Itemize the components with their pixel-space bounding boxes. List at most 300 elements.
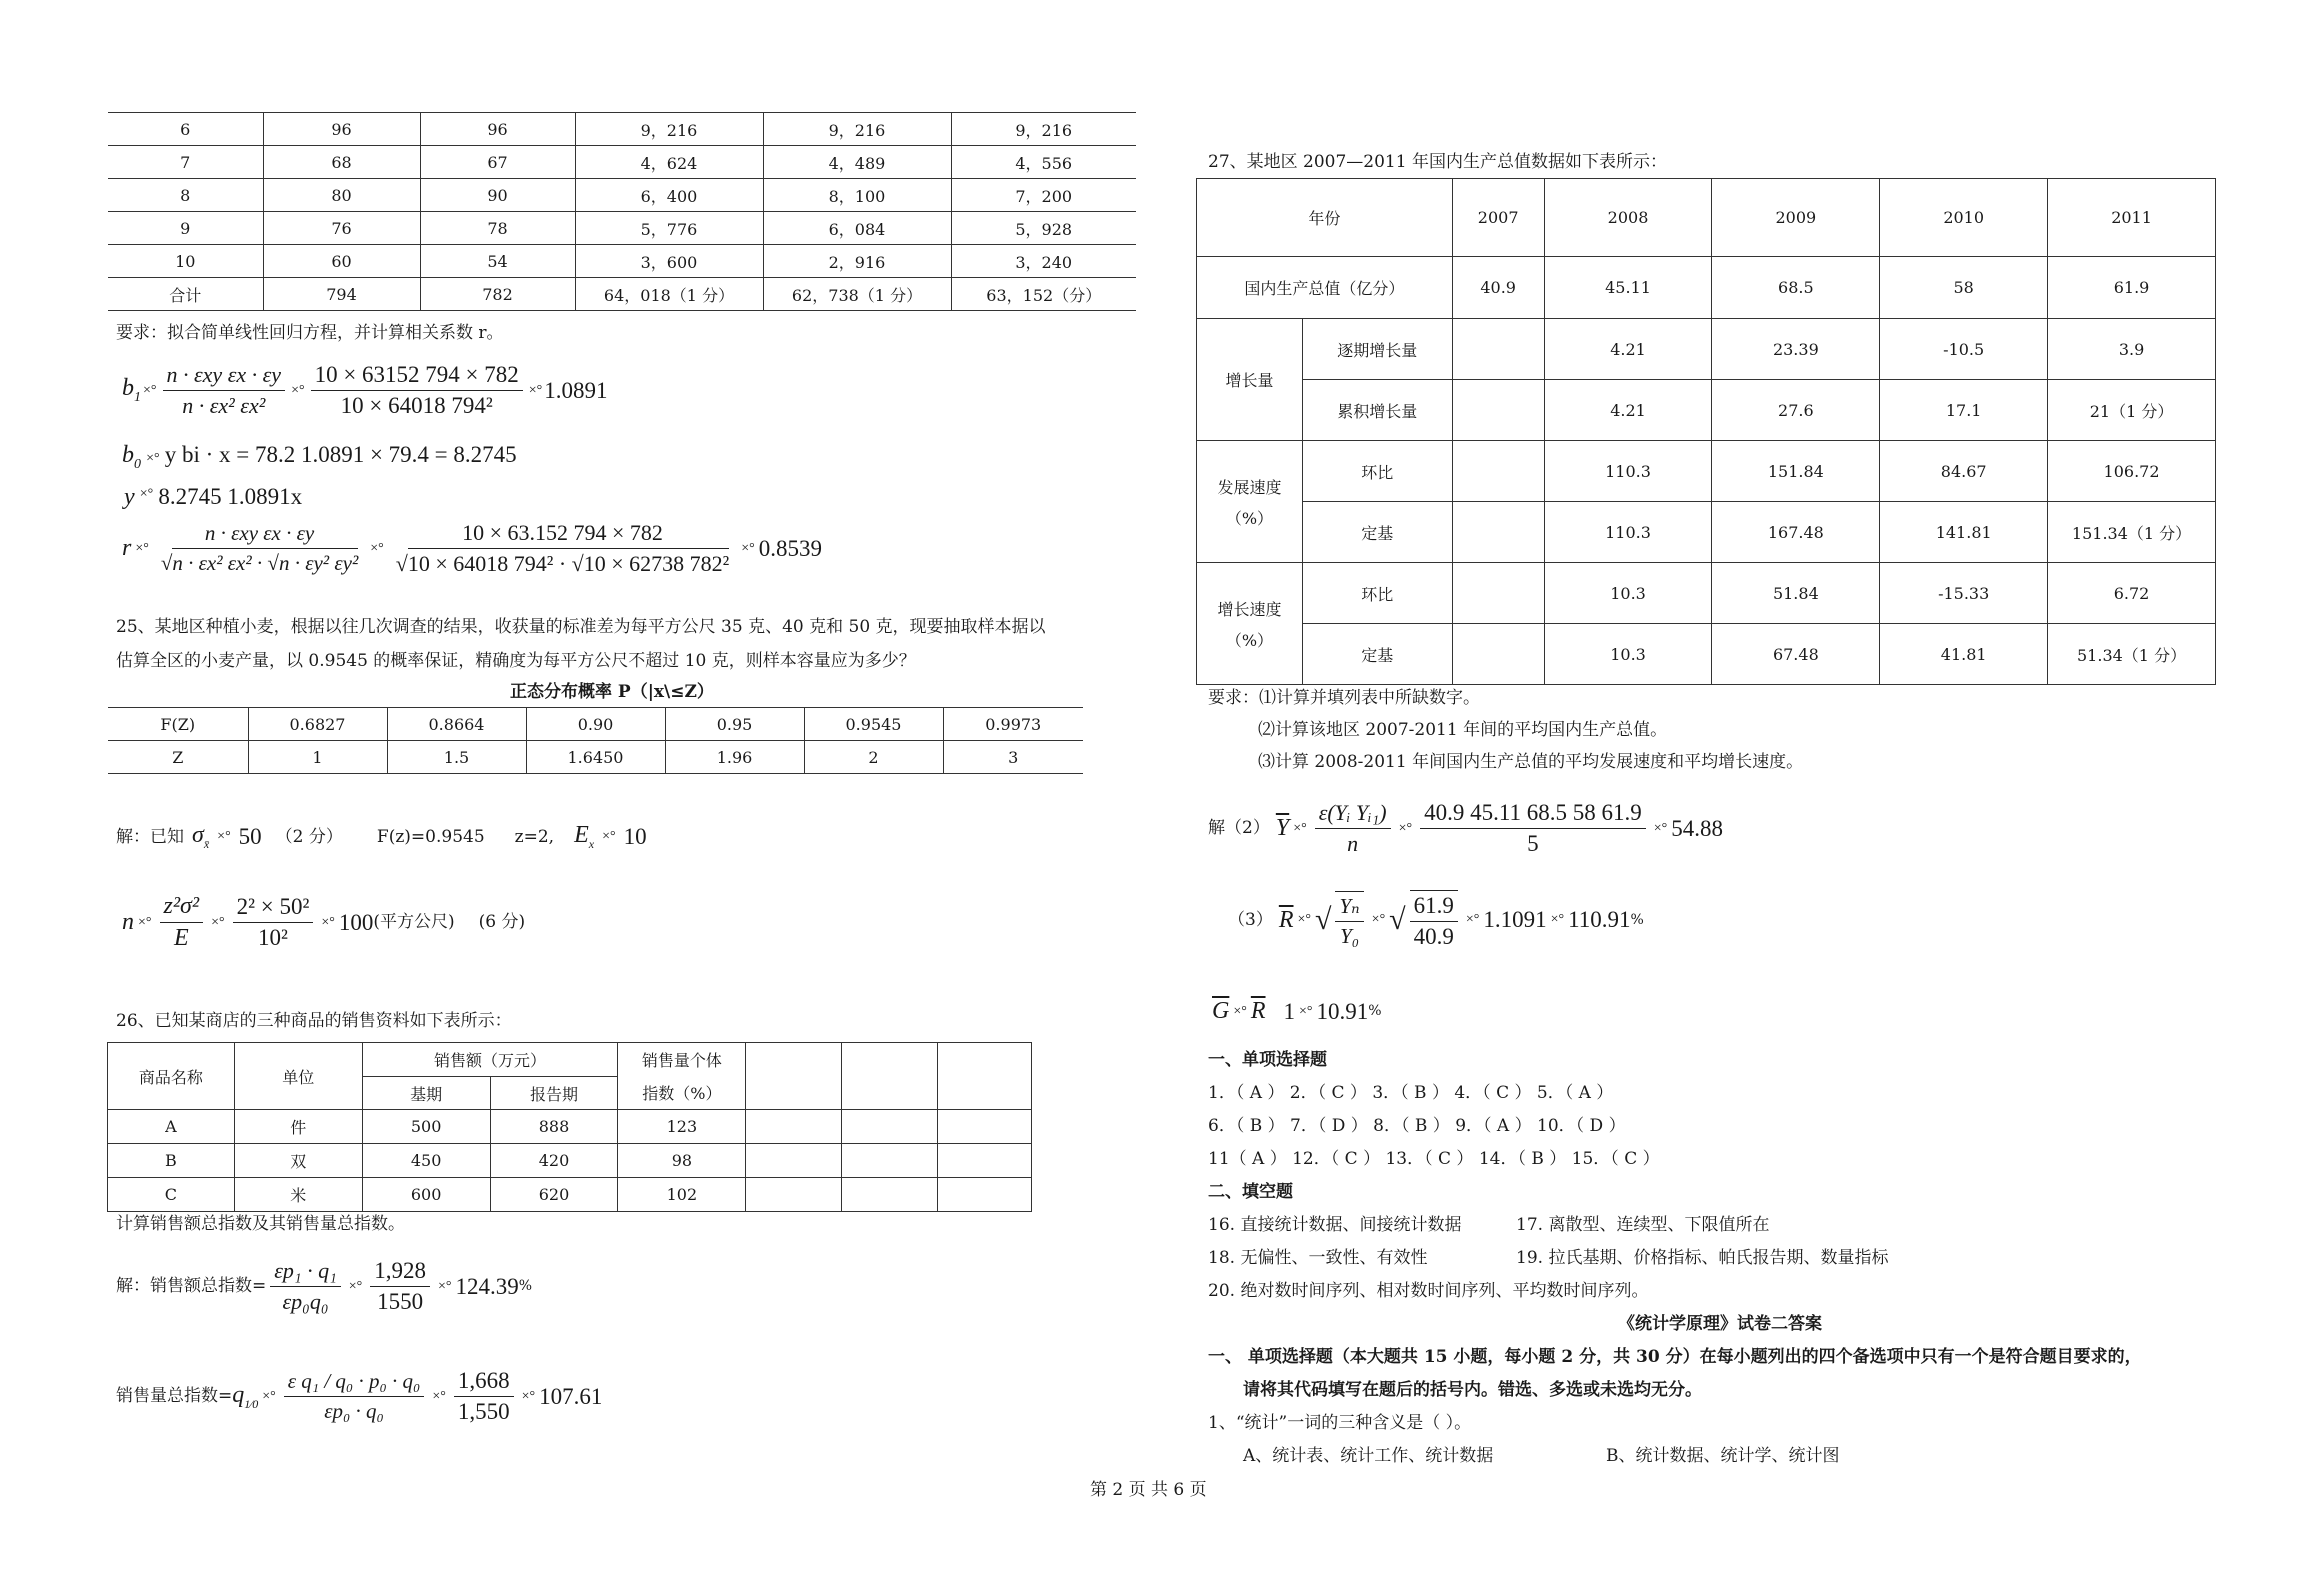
blank-cell: [746, 1178, 842, 1212]
r-den-a: n · εx² εx²: [172, 548, 251, 575]
blank-cell: [746, 1110, 842, 1144]
blank-cell: [842, 1178, 938, 1212]
equals-glyph: ×°: [1653, 820, 1668, 836]
regression-table: [108, 112, 1136, 311]
table-cell: 90: [420, 179, 575, 212]
qty-index-denominator: εp₀ · q₀: [324, 1399, 384, 1423]
b1-fraction-symbolic: [163, 362, 286, 419]
group-label-line: （%）: [1225, 630, 1274, 650]
q26-text: 26、已知某商店的三种商品的销售资料如下表所示：: [116, 1011, 512, 1031]
table-cell: 双: [234, 1144, 362, 1178]
n-denominator: E: [173, 925, 189, 951]
r-denominator: √n · εx² εx² · √n · εy² εy²: [157, 549, 362, 576]
equals-glyph: ×°: [602, 828, 616, 844]
exam-title: 《统计学原理》试卷二答案: [1618, 1314, 1822, 1334]
equals-glyph: ×°: [1297, 912, 1311, 927]
instruction-line-1: 一、 单项选择题（本大题共 15 小题，每小题 2 分，共 30 分）在每小题列出的四个备选项中只有一个是符合题目要求的，: [1208, 1347, 2142, 1367]
fill-19: 19. 拉氏基期、价格指标、帕氏报告期、数量指标: [1516, 1248, 1889, 1268]
b0-symbol: $b_0$: [122, 442, 141, 472]
value-cell: 3.9: [2048, 319, 2216, 380]
gdp-table: [1196, 178, 2216, 685]
blank-cell: [842, 1043, 938, 1110]
table-row: [108, 113, 1136, 146]
table-cell: 96: [263, 113, 420, 146]
percent-sign: %: [1630, 911, 1644, 928]
header-report: 报告期: [490, 1077, 618, 1110]
table-row: [108, 212, 1136, 245]
table-cell: 68: [263, 146, 420, 179]
requirement-3: ⑶计算 2008-2011 年间国内生产总值的平均发展速度和平均增长速度。: [1258, 752, 1804, 772]
equals-glyph: ×°: [437, 1278, 452, 1294]
table-cell: 80: [263, 179, 420, 212]
gdp-cell: 61.9: [2048, 257, 2216, 319]
value-cell: 84.67: [1880, 441, 2048, 502]
solution-27-2: [1208, 800, 1723, 857]
value-cell: 17.1: [1880, 380, 2048, 441]
table-cell: C: [108, 1178, 235, 1212]
sales-index-num-denominator: 1550: [377, 1289, 424, 1314]
year-label: 年份: [1197, 179, 1453, 257]
fill-20: 20. 绝对数时间序列、相对数时间序列、平均数时间序列。: [1208, 1281, 1649, 1301]
equals-glyph: ×°: [321, 914, 335, 930]
value-cell: 23.39: [1712, 319, 1880, 380]
table-cell: 794: [263, 278, 420, 311]
value-cell: 4.21: [1544, 319, 1712, 380]
year-2008: 2008: [1544, 179, 1712, 257]
r-num-den-b: 10 × 62738 782²: [584, 548, 730, 576]
sales-index-label: 解：销售额总指数=: [116, 1276, 267, 1297]
table-cell: 500: [362, 1110, 490, 1144]
blank-cell: [746, 1043, 842, 1110]
q25-line2: 估算全区的小麦产量，以 0.9545 的概率保证，精确度为每平方公尺不超过 10 克，则样本容量应为多少？: [116, 651, 916, 671]
sol2-fraction-symbolic: [1315, 800, 1391, 857]
sol2-numerator: ε(Yᵢ Yᵢ₁): [1315, 800, 1391, 829]
table-cell: 4，489: [763, 146, 951, 179]
sol2-label: 解（2）: [1208, 818, 1270, 839]
equals-glyph: ×°: [262, 1388, 276, 1404]
r-fraction-symbolic: [157, 521, 362, 576]
gdp-row: [1197, 563, 2216, 624]
sales-table-body: [108, 1110, 1032, 1212]
answers-line-3: 11（ A ） 12．（ C ） 13．（ C ） 14．（ B ） 15．（ C ）: [1208, 1149, 1660, 1169]
value-cell: 51.34（1 分）: [2048, 624, 2216, 685]
calc-text: 计算销售额总指数及其销售量总指数。: [116, 1214, 405, 1234]
group-label-line: （%）: [1225, 508, 1274, 528]
group-label: [1197, 441, 1303, 563]
n-unit: (平方公尺): [373, 912, 455, 933]
value-cell: [1452, 563, 1544, 624]
year-2009: 2009: [1712, 179, 1880, 257]
fill-16: 16. 直接统计数据、间接统计数据: [1208, 1215, 1462, 1235]
n-fraction-numeric: [233, 894, 314, 951]
question-1: 1、“统计”一词的三种含义是（ ）。: [1208, 1413, 1472, 1433]
r-numerator: n · εxy εx · εy: [201, 521, 318, 549]
qty-index-num-numerator: 1,668: [454, 1368, 514, 1397]
sales-index-denominator: εp₀q₀: [282, 1289, 329, 1314]
equals-glyph: ×°: [211, 914, 225, 930]
fill-17: 17. 离散型、连续型、下限值所在: [1516, 1215, 1770, 1235]
n-result: 100: [338, 909, 374, 935]
fz-cell: 0.8664: [387, 708, 526, 741]
sol3-numerator: Yₙ: [1335, 894, 1363, 922]
table-cell: 63，152（分）: [951, 278, 1136, 311]
row-label: 环比: [1302, 441, 1452, 502]
table-cell: 6，084: [763, 212, 951, 245]
table-cell: 450: [362, 1144, 490, 1178]
gdp-table-body: [1197, 179, 2216, 685]
table-cell: 8，100: [763, 179, 951, 212]
solution-g: [1212, 998, 1382, 1025]
table-cell: 件: [234, 1110, 362, 1144]
normal-table-title: 正态分布概率 P（|x\≤Z）: [510, 682, 714, 702]
table-cell: A: [108, 1110, 235, 1144]
equals-glyph: ×°: [135, 540, 149, 556]
equals-glyph: ×°: [1233, 1003, 1247, 1019]
value-cell: 167.48: [1712, 502, 1880, 563]
table-row: [108, 1110, 1032, 1144]
table-cell: 合计: [108, 278, 263, 311]
sqrt-glyph: √: [1389, 903, 1406, 936]
sol3-fraction-numeric: [1410, 890, 1458, 950]
value-cell: 106.72: [2048, 441, 2216, 502]
equals-glyph: ×°: [1299, 1003, 1313, 1019]
value-cell: 21（1 分）: [2048, 380, 2216, 441]
value-cell: [1452, 502, 1544, 563]
solution-26-qty-index: [116, 1368, 602, 1425]
table-cell: 62，738（1 分）: [763, 278, 951, 311]
table-cell: 102: [618, 1178, 746, 1212]
sol25-points: （2 分）: [275, 826, 343, 847]
value-cell: 110.3: [1544, 502, 1712, 563]
table-cell: 67: [420, 146, 575, 179]
equation-b0: [122, 442, 517, 473]
answers-line-1: 1．（ A ） 2．（ C ） 3．（ B ） 4．（ C ） 5．（ A ）: [1208, 1083, 1614, 1103]
table-cell: 620: [490, 1178, 618, 1212]
y-expression: 8.2745 1.0891x: [158, 484, 303, 509]
equals-glyph: ×°: [1293, 820, 1307, 836]
header-base: 基期: [362, 1077, 490, 1110]
equals-glyph: ×°: [370, 540, 384, 556]
equation-b1: [122, 362, 608, 419]
sales-index-result: 124.39: [455, 1273, 519, 1299]
r-bar-symbol: $\overline{R}$: [1250, 998, 1266, 1024]
table-row: [108, 1178, 1032, 1212]
table-cell: 76: [263, 212, 420, 245]
value-cell: 6.72: [2048, 563, 2216, 624]
sales-index-numerator: εp₁ · q₁: [270, 1258, 340, 1287]
value-cell: 10.3: [1544, 563, 1712, 624]
g-bar-symbol: $\overline{G}$: [1212, 998, 1230, 1024]
instruction-line-2: 请将其代码填写在题后的括号内。错选、多选或未选均无分。: [1243, 1380, 1702, 1400]
z-row: [108, 741, 1083, 774]
table-cell: 420: [490, 1144, 618, 1178]
value-cell: 151.34（1 分）: [2048, 502, 2216, 563]
table-cell: 7: [108, 146, 263, 179]
table-row: [108, 146, 1136, 179]
row-label: 定基: [1302, 502, 1452, 563]
z-cell: 3: [943, 741, 1083, 774]
percent-sign: %: [518, 1278, 533, 1295]
z-cell: 1.96: [665, 741, 804, 774]
equals-glyph: ×°: [291, 382, 305, 398]
value-cell: [1452, 624, 1544, 685]
value-cell: [1452, 380, 1544, 441]
gdp-row: [1197, 441, 2216, 502]
value-cell: -15.33: [1880, 563, 2048, 624]
sales-table: [107, 1042, 1032, 1212]
table-cell: 10: [108, 245, 263, 278]
r-den-b: n · εy² εy²: [279, 548, 358, 575]
solution-26-sales-index: [116, 1258, 532, 1315]
n-fraction-symbolic: [160, 893, 204, 952]
value-cell: 51.84: [1712, 563, 1880, 624]
n-points: (6 分): [478, 912, 526, 933]
row-label: 定基: [1302, 624, 1452, 685]
e-value: 10: [623, 823, 647, 849]
row-label: 累积增长量: [1302, 380, 1452, 441]
answers-line-2: 6．（ B ） 7．（ D ） 8．（ B ） 9．（ A ） 10．（ D ）: [1208, 1116, 1626, 1136]
equals-glyph: ×°: [138, 914, 152, 930]
b1-fraction-numeric: [311, 362, 523, 419]
header-unit: 单位: [234, 1043, 362, 1110]
table-cell: 6，400: [575, 179, 763, 212]
gdp-row: [1197, 502, 2216, 563]
sol3-label: （3）: [1228, 909, 1273, 930]
gdp-row: [1197, 380, 2216, 441]
z-cell: Z: [108, 741, 248, 774]
sol2-num-denominator: 5: [1527, 831, 1539, 856]
fz-cell: F(Z): [108, 708, 248, 741]
table-cell: 3，600: [575, 245, 763, 278]
solution-27-3: [1228, 890, 1644, 950]
gdp-label: 国内生产总值（亿分）: [1197, 257, 1453, 319]
row-label: 逐期增长量: [1302, 319, 1452, 380]
solution-25-given: [116, 822, 647, 852]
equals-glyph: ×°: [1398, 820, 1413, 836]
sol2-result: 54.88: [1671, 815, 1723, 841]
table-cell: 9: [108, 212, 263, 245]
sqrt-glyph: √: [1315, 903, 1332, 936]
fz-cell: 0.6827: [248, 708, 387, 741]
g-one: 1: [1283, 998, 1296, 1024]
g-result: 10.91: [1316, 998, 1369, 1024]
e-symbol: $E_x$: [574, 822, 595, 851]
gdp-value-row: [1197, 257, 2216, 319]
y-symbol: y: [124, 484, 135, 510]
equation-y: [124, 484, 302, 511]
blank-cell: [842, 1144, 938, 1178]
gdp-cell: 68.5: [1712, 257, 1880, 319]
b1-num-numerator: 10 × 63152 794 × 782: [311, 362, 523, 391]
table-row: [108, 1144, 1032, 1178]
value-cell: 67.48: [1712, 624, 1880, 685]
b1-denominator: n · εx² εx²: [182, 393, 266, 418]
sol3-denominator: Y₀: [1340, 924, 1360, 948]
row-label: 环比: [1302, 563, 1452, 624]
qty-index-num-denominator: 1,550: [457, 1399, 510, 1424]
sol25-z: z=2,: [514, 826, 555, 847]
sol3-num-denominator: 40.9: [1413, 924, 1454, 949]
equals-glyph: ×°: [1371, 912, 1386, 927]
table-cell: 5，928: [951, 212, 1136, 245]
blank-cell: [746, 1144, 842, 1178]
group-label-line: 增长量: [1225, 371, 1274, 390]
value-cell: 110.3: [1544, 441, 1712, 502]
header-name: 商品名称: [108, 1043, 235, 1110]
sol3-result-1: 1.1091: [1483, 907, 1547, 932]
equation-n: [122, 893, 525, 952]
value-cell: 10.3: [1544, 624, 1712, 685]
table-cell: 2，916: [763, 245, 951, 278]
gdp-row: [1197, 319, 2216, 380]
fz-cell: 0.9545: [804, 708, 943, 741]
blank-cell: [938, 1144, 1032, 1178]
table-cell: 8: [108, 179, 263, 212]
gdp-cell: 45.11: [1544, 257, 1712, 319]
equals-glyph: ×°: [432, 1388, 446, 1404]
equation-r: [122, 520, 822, 577]
n-num-numerator: 2² × 50²: [233, 894, 314, 923]
b1-numerator: n · εxy εx · εy: [163, 362, 286, 391]
equals-glyph: ×°: [139, 486, 154, 502]
option-b: B、统计数据、统计学、统计图: [1606, 1446, 1840, 1466]
equals-glyph: ×°: [348, 1278, 363, 1294]
r-symbol: r: [122, 535, 132, 561]
b0-expression: y bi · x = 78.2 1.0891 × 79.4 = 8.2745: [164, 442, 517, 467]
gdp-cell: 58: [1880, 257, 2048, 319]
section-1-title: 一、单项选择题: [1208, 1050, 1327, 1070]
normal-distribution-table: [108, 707, 1083, 774]
table-cell: 4，556: [951, 146, 1136, 179]
equals-glyph: ×°: [528, 382, 543, 398]
table-row: [108, 245, 1136, 278]
equals-glyph: ×°: [1465, 912, 1480, 927]
equals-glyph: ×°: [217, 828, 231, 844]
table-cell: 9，216: [575, 113, 763, 146]
value-cell: -10.5: [1880, 319, 2048, 380]
gdp-year-row: [1197, 179, 2216, 257]
n-num-denominator: 10²: [258, 925, 288, 950]
sol3-num-numerator: 61.9: [1410, 893, 1458, 922]
blank-cell: [938, 1043, 1032, 1110]
sales-header-row-1: [108, 1043, 1032, 1077]
y-bar-symbol: $\overline{Y}$: [1275, 815, 1290, 841]
table-cell: 6: [108, 113, 263, 146]
value-cell: 41.81: [1880, 624, 2048, 685]
percent-sign: %: [1368, 1003, 1382, 1020]
table-cell: 5，776: [575, 212, 763, 245]
equals-glyph: ×°: [741, 540, 755, 556]
value-cell: 141.81: [1880, 502, 2048, 563]
value-cell: [1452, 441, 1544, 502]
sigma-value: 50: [238, 823, 262, 849]
sol3-result-2: 110.91: [1568, 907, 1631, 932]
sol3-fraction-symbolic: [1335, 891, 1363, 949]
value-cell: [1452, 319, 1544, 380]
q27-text: 27、某地区 2007—2011 年国内生产总值数据如下表所示：: [1208, 152, 1667, 172]
fz-row: [108, 708, 1083, 741]
regression-table-body: [108, 113, 1136, 311]
fz-cell: 0.9973: [943, 708, 1083, 741]
table-cell: 54: [420, 245, 575, 278]
table-cell: 7，200: [951, 179, 1136, 212]
table-cell: B: [108, 1144, 235, 1178]
page-footer: 第 2 页 共 6 页: [1090, 1480, 1207, 1500]
n-numerator: z²σ²: [160, 893, 204, 923]
sigma-symbol: $\sigma_{x̄}$: [192, 822, 210, 851]
sol2-denominator: n: [1347, 831, 1359, 856]
sol2-fraction-numeric: [1420, 800, 1646, 857]
group-label-line: 增长速度: [1217, 599, 1282, 619]
option-a: A、统计表、统计工作、统计数据: [1243, 1446, 1494, 1466]
equals-glyph: ×°: [143, 382, 157, 398]
n-symbol: n: [122, 909, 134, 935]
regression-requirement: 要求：拟合简单线性回归方程，并计算相关系数 r。: [116, 323, 504, 343]
r-num-numerator: 10 × 63.152 794 × 782: [458, 520, 667, 549]
header-qty-1: 销售量个体: [618, 1043, 746, 1077]
b1-num-denominator: 10 × 64018 794²: [340, 393, 493, 418]
sales-index-numeric: [370, 1258, 430, 1315]
equals-glyph: ×°: [146, 451, 160, 466]
z-cell: 1: [248, 741, 387, 774]
equals-glyph: ×°: [1550, 912, 1565, 927]
sol25-prefix: 解：已知: [116, 826, 184, 847]
table-cell: 3，240: [951, 245, 1136, 278]
z-cell: 1.5: [387, 741, 526, 774]
b1-result: 1.0891: [544, 377, 608, 403]
gdp-cell: 40.9: [1452, 257, 1544, 319]
header-sales: 销售额（万元）: [362, 1043, 618, 1077]
year-2011: 2011: [2048, 179, 2216, 257]
r-num-den-a: 10 × 64018 794²: [408, 548, 554, 576]
table-cell: 123: [618, 1110, 746, 1144]
z-cell: 2: [804, 741, 943, 774]
table-cell: 98: [618, 1144, 746, 1178]
year-2007: 2007: [1452, 179, 1544, 257]
q-symbol: $q_{1⁄0}$: [232, 1381, 259, 1411]
group-label: [1197, 563, 1303, 685]
sol25-fz: F(z)=0.9545: [376, 826, 485, 847]
table-cell: 78: [420, 212, 575, 245]
sales-index-fraction: [270, 1258, 340, 1315]
table-row: [108, 179, 1136, 212]
fill-18: 18. 无偏性、一致性、有效性: [1208, 1248, 1428, 1268]
blank-cell: [842, 1110, 938, 1144]
b1-symbol: $b_1$: [122, 375, 141, 405]
r-bar-symbol: $\overline{R}$: [1278, 906, 1294, 933]
requirement-1: 要求：⑴计算并填列表中所缺数字。: [1208, 688, 1480, 708]
r-num-denominator: √10 × 64018 794² · √10 × 62738 782²: [392, 549, 734, 577]
blank-cell: [938, 1110, 1032, 1144]
blank-cell: [938, 1178, 1032, 1212]
qty-index-numerator: ε q₁ / q₀ · p₀ · q₀: [284, 1369, 425, 1397]
table-cell: 米: [234, 1178, 362, 1212]
value-cell: 27.6: [1712, 380, 1880, 441]
fz-cell: 0.90: [526, 708, 665, 741]
table-cell: 9，216: [951, 113, 1136, 146]
sol2-num-numerator: 40.9 45.11 68.5 58 61.9: [1420, 800, 1646, 829]
gdp-row: [1197, 624, 2216, 685]
year-2010: 2010: [1880, 179, 2048, 257]
section-2-title: 二、填空题: [1208, 1182, 1293, 1202]
requirement-2: ⑵计算该地区 2007-2011 年间的平均国内生产总值。: [1258, 720, 1668, 740]
fz-cell: 0.95: [665, 708, 804, 741]
r-fraction-numeric: [392, 520, 734, 577]
group-label-line: 发展速度: [1217, 477, 1282, 497]
table-cell: 96: [420, 113, 575, 146]
sales-index-num-numerator: 1,928: [370, 1258, 430, 1287]
value-cell: 151.84: [1712, 441, 1880, 502]
